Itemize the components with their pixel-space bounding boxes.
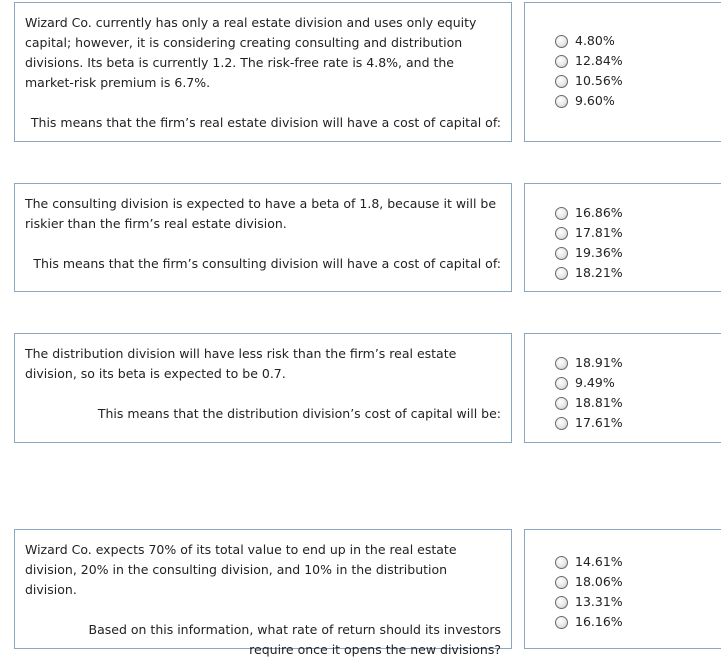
option-label: 19.36% <box>575 245 623 260</box>
radio-button-icon[interactable] <box>555 35 568 48</box>
option-label: 18.81% <box>575 395 623 410</box>
radio-button-icon[interactable] <box>555 576 568 589</box>
question-box-distribution <box>14 333 512 443</box>
question-box-weighted <box>14 529 512 657</box>
option-label: 13.31% <box>575 594 623 609</box>
option-label: 18.21% <box>575 265 623 280</box>
option-radio[interactable] <box>555 353 623 373</box>
radio-button-icon[interactable] <box>555 596 568 609</box>
option-radio[interactable] <box>555 263 623 283</box>
option-label: 4.80% <box>575 33 615 48</box>
question-prompt: This means that the firm’s consulting division will have a cost of capital of: <box>33 256 501 271</box>
option-label: 17.81% <box>575 225 623 240</box>
radio-button-icon[interactable] <box>555 75 568 88</box>
radio-button-icon[interactable] <box>555 95 568 108</box>
question-prompt: Based on this information, what rate of return should its investors require once it opens the new divisions? <box>88 622 501 657</box>
option-radio[interactable] <box>555 31 623 51</box>
radio-button-icon[interactable] <box>555 55 568 68</box>
option-label: 17.61% <box>575 415 623 430</box>
option-radio[interactable] <box>555 413 623 433</box>
radio-button-icon[interactable] <box>555 267 568 280</box>
question-prompt: This means that the firm’s real estate division will have a cost of capital of: <box>30 115 501 130</box>
radio-button-icon[interactable] <box>555 397 568 410</box>
options-box-weighted <box>524 529 721 649</box>
option-radio[interactable] <box>555 552 623 572</box>
option-radio[interactable] <box>555 71 623 91</box>
option-radio[interactable] <box>555 51 623 71</box>
option-label: 16.86% <box>575 205 623 220</box>
option-label: 18.06% <box>575 574 623 589</box>
option-radio[interactable] <box>555 612 623 632</box>
option-label: 12.84% <box>575 53 623 68</box>
question-box-real-estate <box>14 2 512 142</box>
radio-button-icon[interactable] <box>555 417 568 430</box>
question-box-consulting <box>14 183 512 292</box>
option-radio[interactable] <box>555 393 623 413</box>
options-box-real-estate <box>524 2 721 142</box>
radio-button-icon[interactable] <box>555 377 568 390</box>
radio-button-icon[interactable] <box>555 207 568 220</box>
option-label: 10.56% <box>575 73 623 88</box>
options-box-consulting <box>524 183 721 292</box>
question-text: The distribution division will have less risk than the firm’s real estate division, so its beta is expected to be 0.7. <box>25 346 457 381</box>
option-label: 9.60% <box>575 93 615 108</box>
radio-button-icon[interactable] <box>555 357 568 370</box>
option-radio[interactable] <box>555 243 623 263</box>
question-text: Wizard Co. currently has only a real estate division and uses only equity capital; however, it is considering creating consulting and distribution divisions. Its beta is currently 1.2. The risk-free rate is 4.8%, and the market-risk premium is 6.7%. <box>25 15 477 90</box>
question-prompt: This means that the distribution division’s cost of capital will be: <box>97 406 501 421</box>
option-label: 16.16% <box>575 614 623 629</box>
radio-button-icon[interactable] <box>555 227 568 240</box>
option-label: 18.91% <box>575 355 623 370</box>
option-label: 9.49% <box>575 375 615 390</box>
options-box-distribution <box>524 333 721 443</box>
option-radio[interactable] <box>555 223 623 243</box>
radio-button-icon[interactable] <box>555 556 568 569</box>
option-radio[interactable] <box>555 592 623 612</box>
option-label: 14.61% <box>575 554 623 569</box>
radio-button-icon[interactable] <box>555 616 568 629</box>
question-text: Wizard Co. expects 70% of its total value to end up in the real estate division, 20% in the consulting division, and 10% in the distribution division. <box>25 542 457 597</box>
option-radio[interactable] <box>555 572 623 592</box>
option-radio[interactable] <box>555 373 623 393</box>
radio-button-icon[interactable] <box>555 247 568 260</box>
option-radio[interactable] <box>555 203 623 223</box>
option-radio[interactable] <box>555 91 623 111</box>
question-text: The consulting division is expected to have a beta of 1.8, because it will be riskier than the firm’s real estate division. <box>25 196 497 231</box>
